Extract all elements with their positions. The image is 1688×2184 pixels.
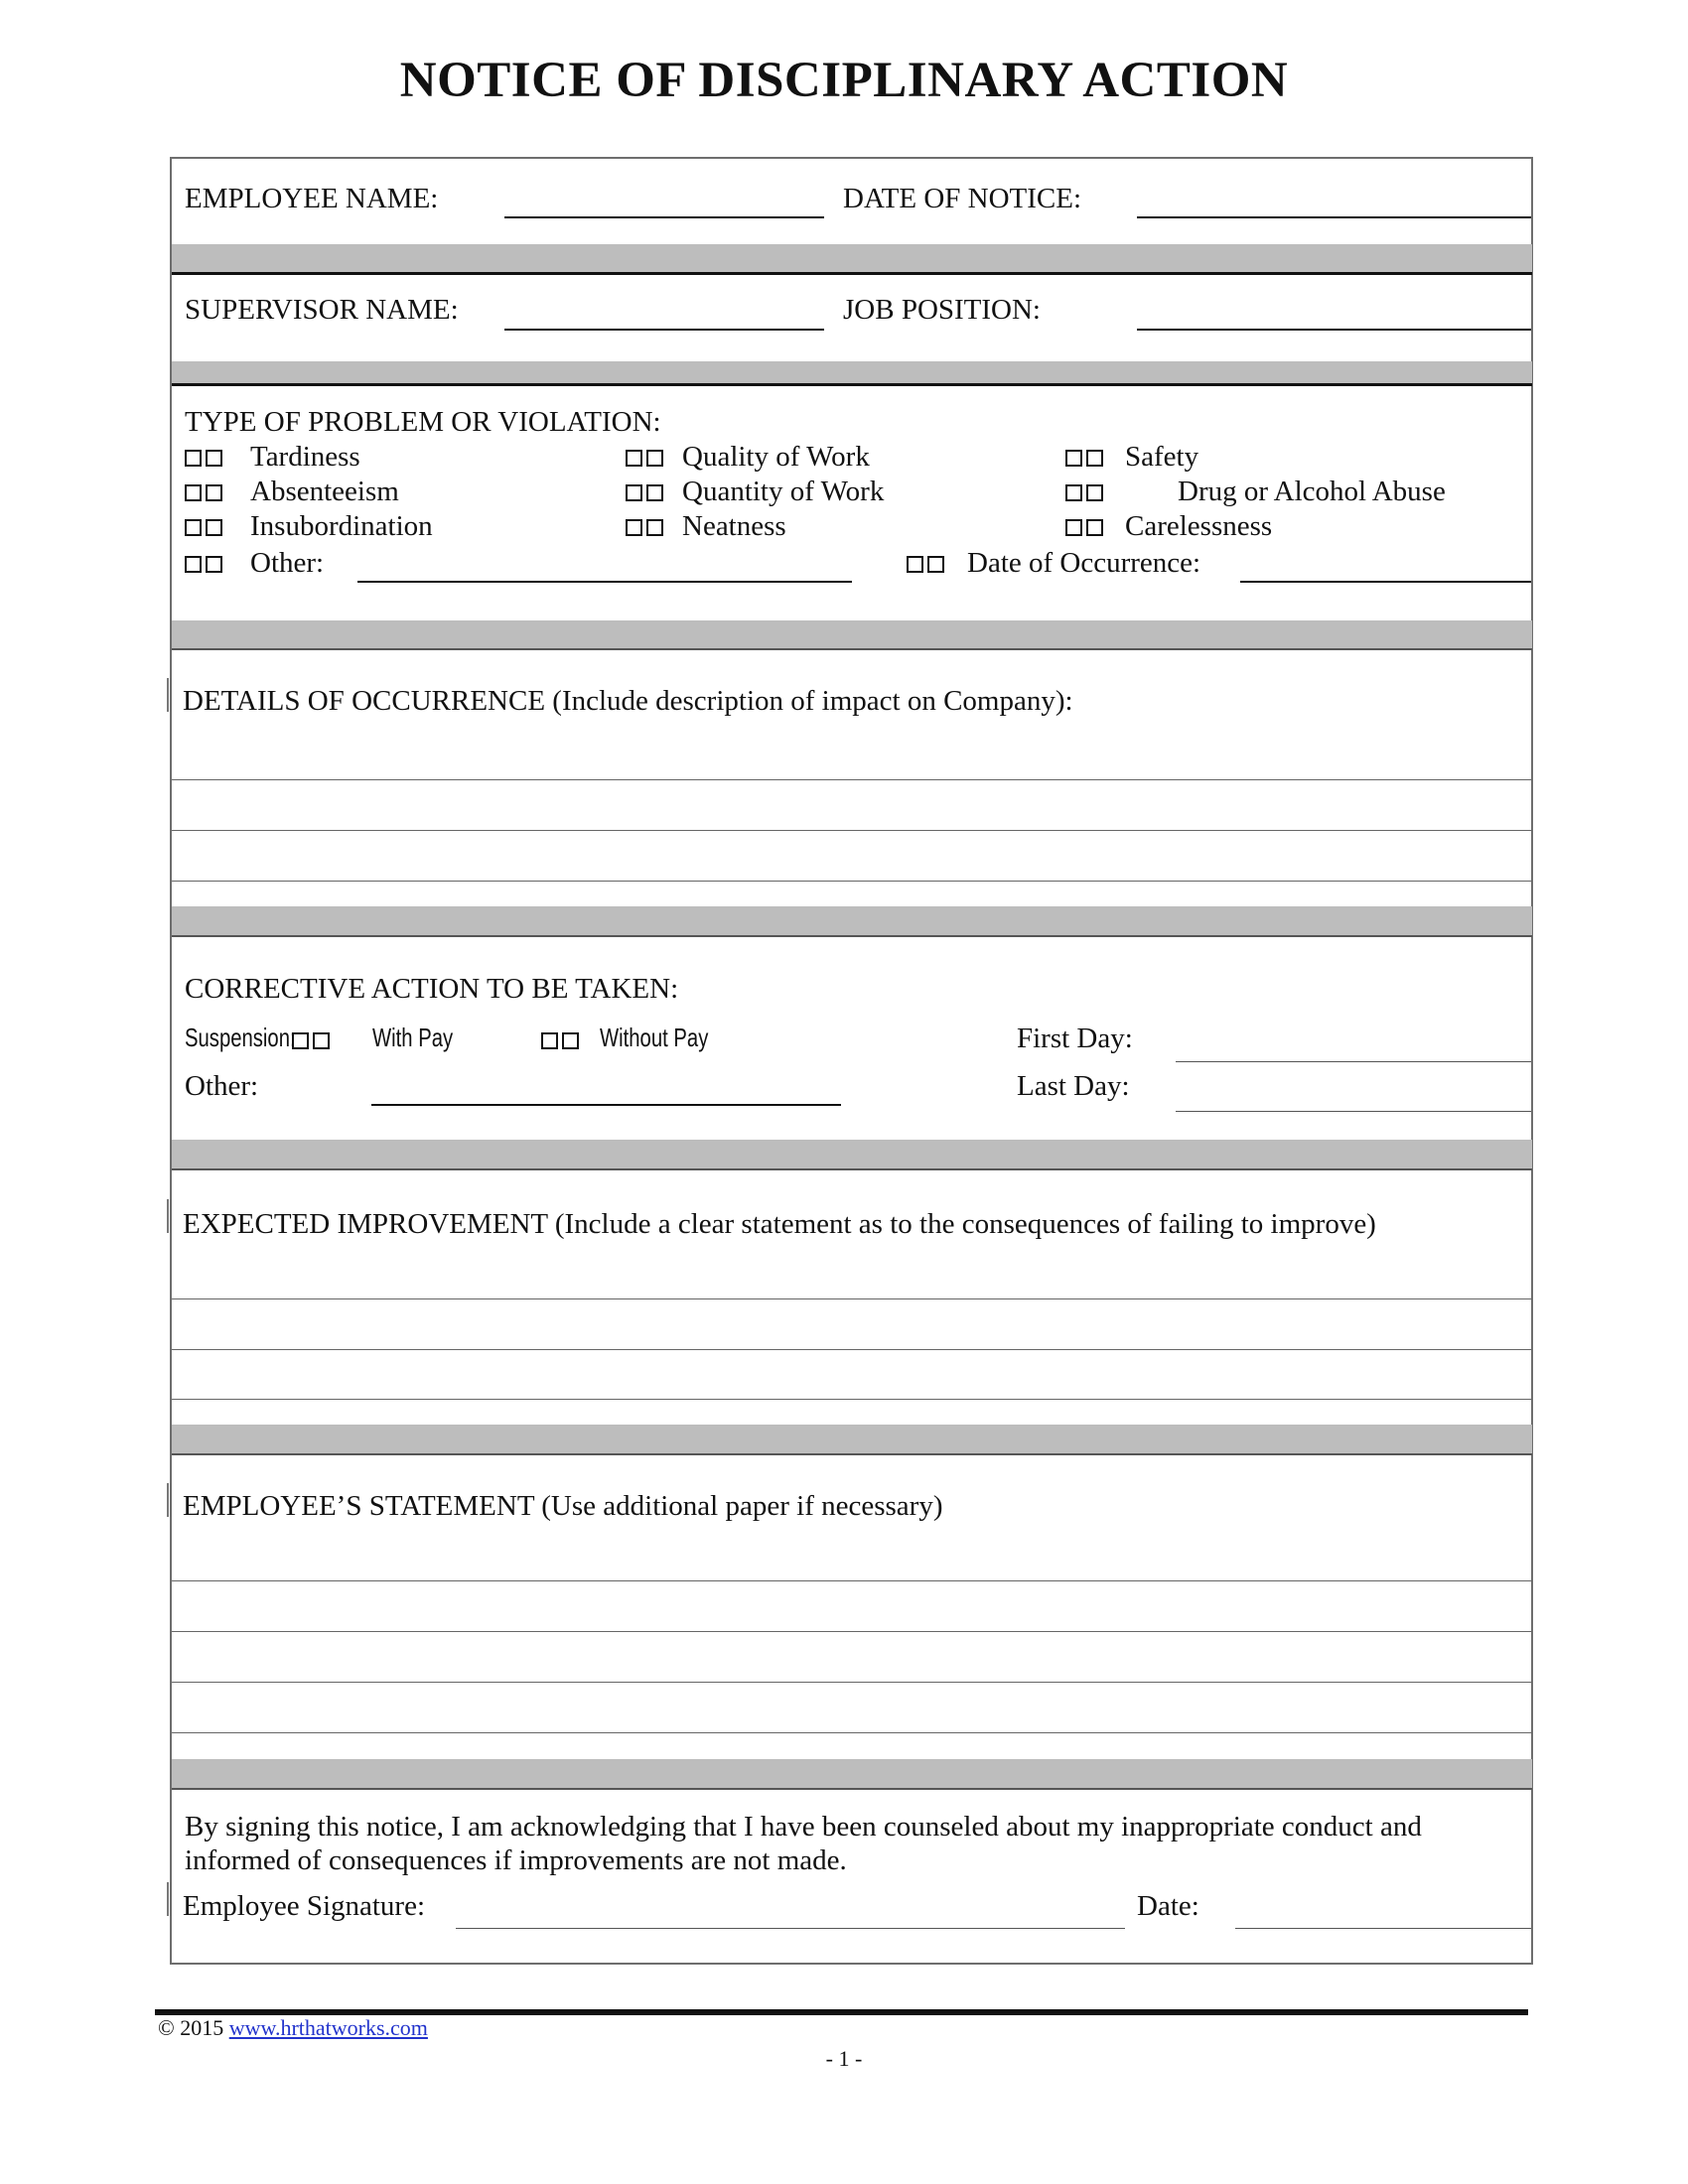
date-of-notice-label: DATE OF NOTICE:: [843, 183, 1082, 214]
checkbox-icon: [185, 450, 202, 467]
first-day-label: First Day:: [1017, 1023, 1133, 1054]
corrective-other-field[interactable]: [371, 1104, 841, 1106]
website-link[interactable]: www.hrthatworks.com: [228, 2015, 428, 2040]
checkbox-icon: [1065, 450, 1082, 467]
details-line-2[interactable]: [172, 830, 1532, 831]
checkbox-icon: [185, 484, 202, 501]
divider: [172, 1168, 1532, 1170]
checkbox-other[interactable]: [185, 549, 226, 578]
job-position-field[interactable]: [1137, 329, 1531, 331]
margin-tick: [167, 1199, 169, 1233]
details-heading: DETAILS OF OCCURRENCE (Include description of impact on Company):: [183, 685, 1073, 717]
option-carelessness-label: Carelessness: [1125, 510, 1273, 542]
checkbox-icon: [1086, 519, 1103, 536]
with-pay-label: With Pay: [372, 1023, 454, 1052]
acknowledgement-line-2: informed of consequences if improvements are not made.: [185, 1844, 847, 1876]
checkbox-icon: [185, 556, 202, 573]
margin-tick: [167, 678, 169, 712]
statement-heading: EMPLOYEE’S STATEMENT (Use additional paper if necessary): [183, 1490, 943, 1522]
checkbox-carelessness[interactable]: [1065, 512, 1107, 541]
corrective-heading: CORRECTIVE ACTION TO BE TAKEN:: [185, 973, 679, 1005]
option-tardiness-label: Tardiness: [250, 441, 360, 473]
section-separator: [172, 361, 1532, 384]
first-day-field[interactable]: [1176, 1061, 1531, 1062]
checkbox-icon: [646, 484, 663, 501]
employee-signature-label: Employee Signature:: [183, 1890, 426, 1922]
option-absenteeism-label: Absenteeism: [250, 476, 399, 507]
checkbox-neatness[interactable]: [626, 512, 667, 541]
page-number: - 1 -: [825, 2046, 863, 2071]
details-line-1[interactable]: [172, 779, 1532, 780]
checkbox-icon: [541, 1032, 558, 1049]
checkbox-icon: [206, 484, 222, 501]
checkbox-quality-of-work[interactable]: [626, 443, 667, 472]
checkbox-drug-alcohol[interactable]: [1065, 478, 1107, 506]
statement-line-3[interactable]: [172, 1682, 1532, 1683]
section-separator: [172, 1759, 1532, 1788]
checkbox-icon: [626, 519, 642, 536]
job-position-label: JOB POSITION:: [843, 294, 1041, 326]
option-neatness-label: Neatness: [682, 510, 786, 542]
checkbox-suspension-without-pay[interactable]: [541, 1025, 583, 1054]
divider: [172, 272, 1532, 275]
date-of-occurrence-label: Date of Occurrence:: [967, 547, 1201, 579]
copyright-text: © 2015: [158, 2015, 224, 2040]
checkbox-suspension-with-pay[interactable]: [292, 1025, 334, 1054]
suspension-label: Suspension:: [185, 1023, 296, 1052]
last-day-field[interactable]: [1176, 1111, 1531, 1112]
statement-line-1[interactable]: [172, 1580, 1532, 1581]
option-quality-label: Quality of Work: [682, 441, 870, 473]
supervisor-name-label: SUPERVISOR NAME:: [185, 294, 459, 326]
without-pay-label: Without Pay: [600, 1023, 709, 1052]
corrective-other-label: Other:: [185, 1070, 259, 1102]
divider: [172, 1453, 1532, 1455]
checkbox-icon: [206, 519, 222, 536]
checkbox-icon: [206, 556, 222, 573]
checkbox-icon: [626, 450, 642, 467]
checkbox-icon: [927, 556, 944, 573]
checkbox-icon: [292, 1032, 309, 1049]
last-day-label: Last Day:: [1017, 1070, 1130, 1102]
signature-date-label: Date:: [1137, 1890, 1199, 1922]
date-of-notice-field[interactable]: [1137, 216, 1531, 218]
divider: [172, 383, 1532, 386]
section-separator: [172, 620, 1532, 648]
supervisor-name-field[interactable]: [504, 329, 824, 331]
checkbox-icon: [626, 484, 642, 501]
section-separator: [172, 1140, 1532, 1168]
checkbox-icon: [562, 1032, 579, 1049]
details-line-3[interactable]: [172, 881, 1532, 882]
checkbox-insubordination[interactable]: [185, 512, 226, 541]
employee-signature-field[interactable]: [456, 1928, 1125, 1929]
divider: [172, 935, 1532, 937]
checkbox-icon: [1065, 484, 1082, 501]
option-drug-alcohol-label: Drug or Alcohol Abuse: [1178, 476, 1446, 507]
other-violation-field[interactable]: [357, 581, 852, 583]
section-separator: [172, 1425, 1532, 1453]
statement-line-2[interactable]: [172, 1631, 1532, 1632]
section-separator: [172, 244, 1532, 272]
checkbox-icon: [646, 450, 663, 467]
checkbox-icon: [646, 519, 663, 536]
employee-name-field[interactable]: [504, 216, 824, 218]
section-separator: [172, 906, 1532, 935]
option-quantity-label: Quantity of Work: [682, 476, 885, 507]
checkbox-quantity-of-work[interactable]: [626, 478, 667, 506]
signature-date-field[interactable]: [1235, 1928, 1531, 1929]
checkbox-safety[interactable]: [1065, 443, 1107, 472]
page-title: NOTICE OF DISCIPLINARY ACTION: [399, 53, 1289, 108]
improvement-line-3[interactable]: [172, 1399, 1532, 1400]
date-of-occurrence-field[interactable]: [1240, 581, 1531, 583]
copyright: [158, 2015, 428, 2041]
checkbox-tardiness[interactable]: [185, 443, 226, 472]
option-insubordination-label: Insubordination: [250, 510, 433, 542]
margin-tick: [167, 1882, 169, 1916]
improvement-line-1[interactable]: [172, 1298, 1532, 1299]
checkbox-icon: [907, 556, 923, 573]
divider: [172, 1788, 1532, 1790]
employee-name-label: EMPLOYEE NAME:: [185, 183, 439, 214]
improvement-line-2[interactable]: [172, 1349, 1532, 1350]
checkbox-icon: [1086, 450, 1103, 467]
checkbox-icon: [185, 519, 202, 536]
acknowledgement-line-1: By signing this notice, I am acknowledging that I have been counseled about my inappropriate conduct and: [185, 1811, 1422, 1843]
option-other-label: Other:: [250, 547, 325, 579]
checkbox-icon: [1086, 484, 1103, 501]
checkbox-absenteeism[interactable]: [185, 478, 226, 506]
margin-tick: [167, 1483, 169, 1517]
statement-line-4[interactable]: [172, 1732, 1532, 1733]
checkbox-date-of-occurrence[interactable]: [907, 549, 948, 578]
checkbox-icon: [1065, 519, 1082, 536]
improvement-heading: EXPECTED IMPROVEMENT (Include a clear statement as to the consequences of failing to improve): [183, 1208, 1376, 1240]
checkbox-icon: [313, 1032, 330, 1049]
option-safety-label: Safety: [1125, 441, 1199, 473]
checkbox-icon: [206, 450, 222, 467]
divider: [172, 648, 1532, 650]
violation-heading: TYPE OF PROBLEM OR VIOLATION:: [185, 406, 661, 438]
